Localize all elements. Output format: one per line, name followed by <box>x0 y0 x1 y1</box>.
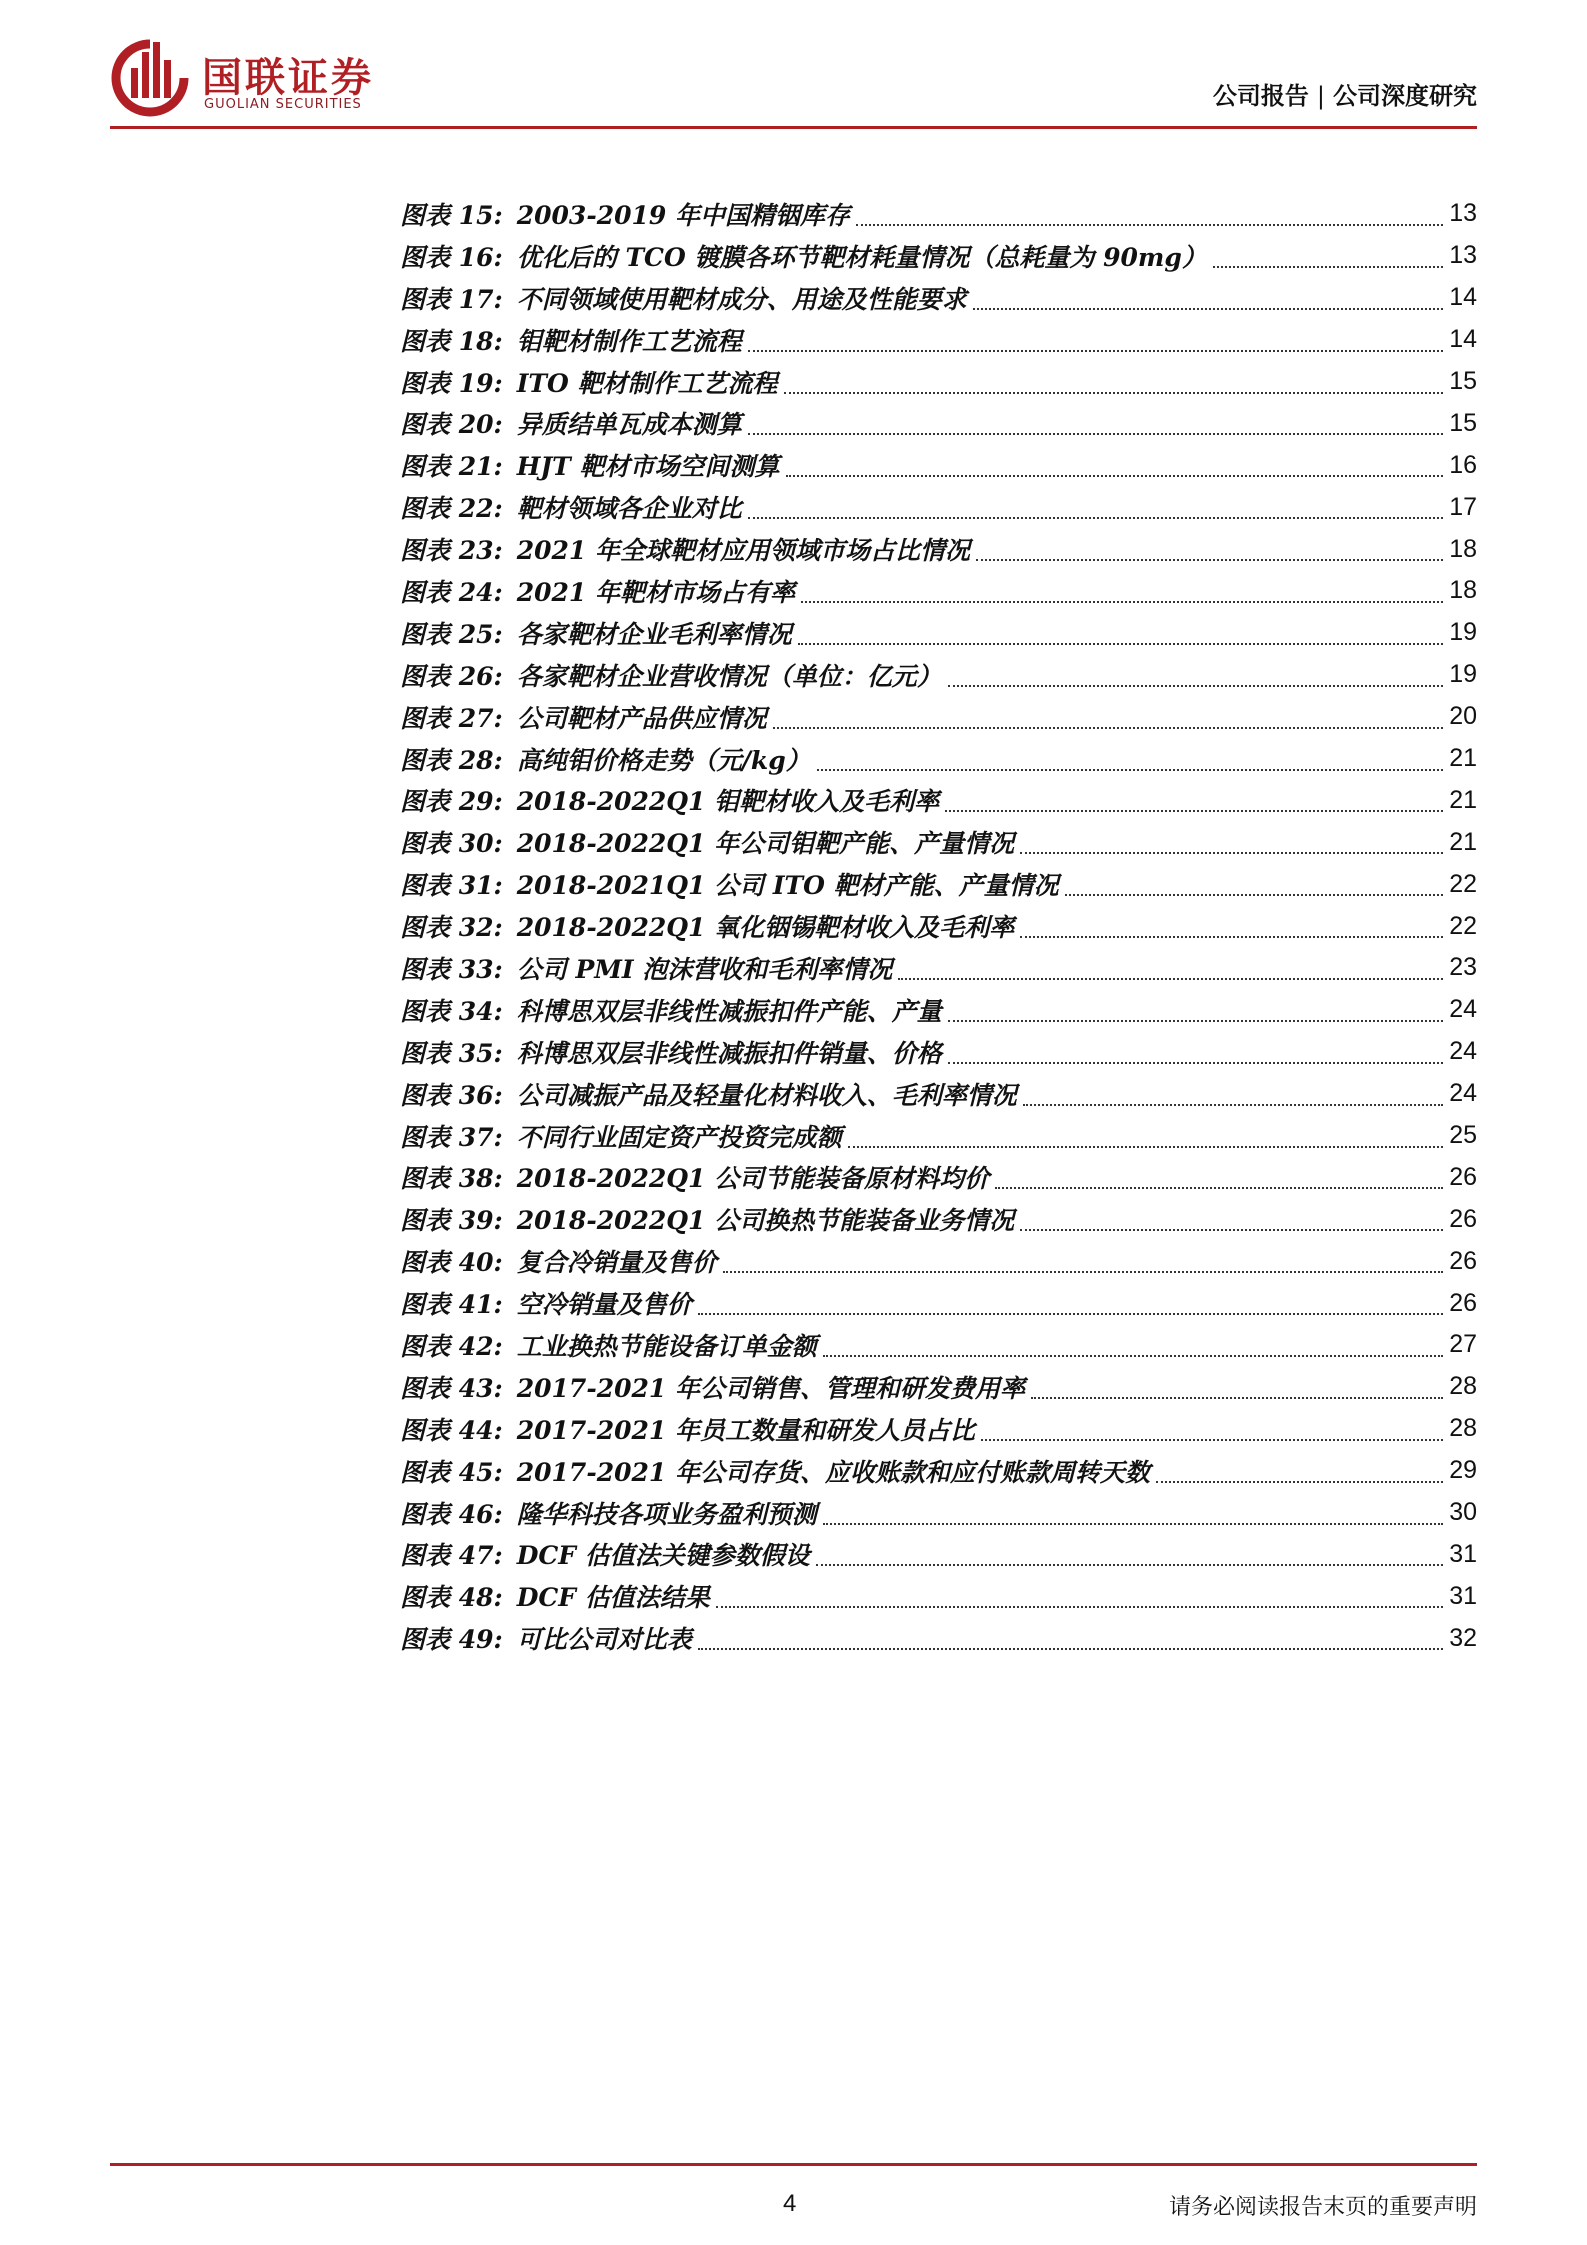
toc-entry-label: 图表 40: <box>400 1248 503 1278</box>
toc-entry-title[interactable]: 工业换热节能设备订单金额 <box>516 1331 817 1361</box>
toc-entry[interactable] <box>400 1282 1477 1324</box>
toc-page-number[interactable]: 14 <box>1449 283 1477 312</box>
toc-page-number[interactable]: 25 <box>1449 1121 1477 1150</box>
toc-entry-title[interactable]: 2003-2019 年中国精铟库存 <box>516 200 850 230</box>
toc-page-number[interactable]: 20 <box>1449 702 1477 731</box>
toc-entry-title[interactable]: 空冷销量及售价 <box>516 1290 692 1320</box>
figure-index-list <box>400 193 1477 1659</box>
toc-entry[interactable] <box>400 1115 1477 1157</box>
toc-entry-title[interactable]: 公司靶材产品供应情况 <box>516 703 767 733</box>
toc-entry[interactable] <box>400 528 1477 570</box>
toc-entry-label: 图表 39: <box>400 1206 503 1236</box>
toc-dot-leader <box>1156 1467 1443 1483</box>
toc-page-number[interactable]: 15 <box>1449 408 1477 437</box>
toc-entry-title[interactable]: 靶材领域各企业对比 <box>516 494 742 524</box>
toc-entry-title[interactable]: HJT 靶材市场空间测算 <box>516 452 780 482</box>
toc-dot-leader <box>1065 880 1444 896</box>
toc-entry-title[interactable]: DCF 估值法结果 <box>516 1583 710 1613</box>
company-logo <box>110 38 410 118</box>
page-number: 4 <box>783 2190 797 2217</box>
toc-page-number[interactable]: 21 <box>1449 785 1477 814</box>
toc-entry-label: 图表 21: <box>400 452 503 482</box>
toc-dot-leader <box>823 1341 1443 1357</box>
toc-entry[interactable] <box>400 654 1477 696</box>
toc-entry[interactable] <box>400 1073 1477 1115</box>
toc-dot-leader <box>1020 1215 1443 1231</box>
toc-page-number[interactable]: 28 <box>1449 1372 1477 1401</box>
report-category: 公司报告 <box>1212 82 1309 110</box>
toc-dot-leader <box>945 796 1443 812</box>
toc-dot-leader <box>948 1048 1443 1064</box>
toc-dot-leader <box>698 1299 1443 1315</box>
toc-dot-leader <box>716 1592 1443 1608</box>
toc-entry-title[interactable]: 2018-2022Q1 氧化铟锡靶材收入及毛利率 <box>516 913 1015 943</box>
toc-page-number[interactable]: 26 <box>1449 1246 1477 1275</box>
toc-page-number[interactable]: 29 <box>1449 1456 1477 1485</box>
toc-page-number[interactable]: 17 <box>1449 492 1477 521</box>
toc-entry[interactable] <box>400 779 1477 821</box>
toc-entry-label: 图表 46: <box>400 1499 503 1529</box>
toc-page-number[interactable]: 22 <box>1449 911 1477 940</box>
toc-entry[interactable] <box>400 1366 1477 1408</box>
toc-entry[interactable] <box>400 989 1477 1031</box>
toc-page-number[interactable]: 31 <box>1449 1539 1477 1568</box>
toc-dot-leader <box>1020 922 1443 938</box>
toc-entry[interactable] <box>400 1617 1477 1659</box>
toc-entry-label: 图表 34: <box>400 996 503 1026</box>
toc-dot-leader <box>786 461 1444 477</box>
header-separator: | <box>1316 82 1325 110</box>
toc-dot-leader <box>816 1550 1443 1566</box>
toc-dot-leader <box>1020 838 1443 854</box>
toc-entry-label: 图表 28: <box>400 745 503 775</box>
footer-divider <box>110 2163 1477 2166</box>
toc-page-number[interactable]: 24 <box>1449 995 1477 1024</box>
toc-entry[interactable] <box>400 1408 1477 1450</box>
toc-dot-leader <box>1213 252 1443 268</box>
toc-page-number[interactable]: 13 <box>1449 241 1477 270</box>
toc-dot-leader <box>823 1509 1443 1525</box>
toc-dot-leader <box>723 1257 1443 1273</box>
toc-page-number[interactable]: 14 <box>1449 325 1477 354</box>
header-divider <box>110 126 1477 129</box>
toc-dot-leader <box>976 545 1443 561</box>
toc-entry-label: 图表 38: <box>400 1164 503 1194</box>
toc-entry-title[interactable]: 各家靶材企业毛利率情况 <box>516 619 792 649</box>
toc-page-number[interactable]: 26 <box>1449 1162 1477 1191</box>
page-header <box>0 0 1587 130</box>
footer-disclaimer: 请务必阅读报告末页的重要声明 <box>1168 2195 1477 2220</box>
toc-entry[interactable] <box>400 821 1477 863</box>
toc-entry-title[interactable]: 2018-2022Q1 年公司钼靶产能、产量情况 <box>516 829 1015 859</box>
toc-entry-label: 图表 26: <box>400 661 503 691</box>
toc-page-number[interactable]: 24 <box>1449 1037 1477 1066</box>
toc-dot-leader <box>801 587 1443 603</box>
toc-entry-label: 图表 27: <box>400 703 503 733</box>
toc-entry-label: 图表 19: <box>400 368 503 398</box>
toc-entry-title[interactable]: 异质结单瓦成本测算 <box>516 410 742 440</box>
toc-entry[interactable] <box>400 1492 1477 1534</box>
toc-entry[interactable] <box>400 570 1477 612</box>
toc-page-number[interactable]: 28 <box>1449 1414 1477 1443</box>
toc-entry[interactable] <box>400 738 1477 780</box>
toc-entry-title[interactable]: 2018-2021Q1 公司 ITO 靶材产能、产量情况 <box>516 871 1059 901</box>
toc-entry-title[interactable]: 钼靶材制作工艺流程 <box>516 326 742 356</box>
toc-dot-leader <box>973 294 1443 310</box>
toc-entry-label: 图表 15: <box>400 200 503 230</box>
toc-entry-label: 图表 37: <box>400 1122 503 1152</box>
toc-entry-title[interactable]: 各家靶材企业营收情况（单位：亿元） <box>516 661 942 691</box>
toc-dot-leader <box>1031 1383 1443 1399</box>
logo-english-name: GUOLIAN SECURITIES <box>204 97 362 112</box>
toc-page-number[interactable]: 32 <box>1449 1623 1477 1652</box>
toc-entry-title[interactable]: DCF 估值法关键参数假设 <box>516 1541 810 1571</box>
toc-entry-title[interactable]: 2021 年靶材市场占有率 <box>516 577 796 607</box>
report-type-label <box>1213 76 1477 111</box>
toc-entry-label: 图表 24: <box>400 577 503 607</box>
toc-page-number[interactable]: 26 <box>1449 1204 1477 1233</box>
toc-entry-label: 图表 31: <box>400 871 503 901</box>
toc-entry-title[interactable]: 公司减振产品及轻量化材料收入、毛利率情况 <box>516 1080 1017 1110</box>
toc-page-number[interactable]: 22 <box>1449 869 1477 898</box>
toc-entry[interactable] <box>400 486 1477 528</box>
toc-entry-title[interactable]: 科博思双层非线性减振扣件产能、产量 <box>516 996 942 1026</box>
toc-entry[interactable] <box>400 1156 1477 1198</box>
toc-dot-leader <box>848 1132 1443 1148</box>
toc-entry-title[interactable]: 2018-2022Q1 钼靶材收入及毛利率 <box>516 787 940 817</box>
toc-entry-title[interactable]: 不同行业固定资产投资完成额 <box>516 1122 842 1152</box>
toc-entry-label: 图表 18: <box>400 326 503 356</box>
toc-entry-label: 图表 49: <box>400 1625 503 1655</box>
toc-page-number[interactable]: 31 <box>1449 1581 1477 1610</box>
toc-dot-leader <box>995 1173 1443 1189</box>
toc-page-number[interactable]: 21 <box>1449 744 1477 773</box>
toc-dot-leader <box>698 1634 1443 1650</box>
toc-page-number[interactable]: 18 <box>1449 534 1477 563</box>
toc-dot-leader <box>784 378 1444 394</box>
toc-dot-leader <box>898 964 1443 980</box>
toc-entry[interactable] <box>400 235 1477 277</box>
toc-entry-label: 图表 33: <box>400 954 503 984</box>
toc-entry-title[interactable]: 2017-2021 年公司存货、应收账款和应付账款周转天数 <box>516 1457 1150 1487</box>
toc-dot-leader <box>948 1006 1443 1022</box>
toc-entry-label: 图表 44: <box>400 1415 503 1445</box>
toc-dot-leader <box>798 629 1443 645</box>
toc-entry-title[interactable]: 2017-2021 年公司销售、管理和研发费用率 <box>516 1373 1025 1403</box>
toc-entry-label: 图表 22: <box>400 494 503 524</box>
toc-entry-title[interactable]: 优化后的 TCO 镀膜各环节靶材耗量情况（总耗量为 90mg） <box>516 242 1207 272</box>
toc-entry[interactable] <box>400 905 1477 947</box>
toc-entry[interactable] <box>400 1240 1477 1282</box>
toc-page-number[interactable]: 16 <box>1449 450 1477 479</box>
toc-dot-leader <box>981 1425 1443 1441</box>
toc-page-number[interactable]: 30 <box>1449 1498 1477 1527</box>
toc-dot-leader <box>948 671 1443 687</box>
toc-entry[interactable] <box>400 1031 1477 1073</box>
toc-page-number[interactable]: 21 <box>1449 827 1477 856</box>
toc-dot-leader <box>1023 1090 1443 1106</box>
toc-entry-label: 图表 17: <box>400 284 503 314</box>
toc-dot-leader <box>817 755 1444 771</box>
toc-entry-label: 图表 35: <box>400 1038 503 1068</box>
toc-entry-title[interactable]: 科博思双层非线性减振扣件销量、价格 <box>516 1038 942 1068</box>
toc-dot-leader <box>773 713 1443 729</box>
toc-page-number[interactable]: 15 <box>1449 367 1477 395</box>
toc-entry-label: 图表 48: <box>400 1583 503 1613</box>
toc-entry[interactable] <box>400 361 1477 403</box>
report-subtype: 公司深度研究 <box>1333 82 1477 110</box>
toc-entry-title[interactable]: 可比公司对比表 <box>516 1625 692 1655</box>
toc-entry[interactable] <box>400 947 1477 989</box>
toc-entry-label: 图表 16: <box>400 242 503 272</box>
toc-entry-title[interactable]: 不同领域使用靶材成分、用途及性能要求 <box>516 284 967 314</box>
toc-page-number[interactable]: 23 <box>1449 953 1477 982</box>
toc-dot-leader <box>856 210 1443 226</box>
toc-entry-label: 图表 30: <box>400 829 503 859</box>
toc-entry-label: 图表 47: <box>400 1541 503 1571</box>
toc-entry[interactable] <box>400 1198 1477 1240</box>
toc-entry[interactable] <box>400 1450 1477 1492</box>
toc-page-number[interactable]: 27 <box>1449 1330 1477 1359</box>
toc-dot-leader <box>748 503 1443 519</box>
toc-page-number[interactable]: 19 <box>1449 618 1477 647</box>
toc-entry-title[interactable]: 公司 PMI 泡沫营收和毛利率情况 <box>516 954 893 984</box>
toc-entry-label: 图表 20: <box>400 410 503 440</box>
toc-page-number[interactable]: 19 <box>1449 660 1477 689</box>
toc-entry-title[interactable]: 2018-2022Q1 公司节能装备原材料均价 <box>516 1164 990 1194</box>
toc-entry-label: 图表 43: <box>400 1373 503 1403</box>
toc-page-number[interactable]: 13 <box>1449 199 1477 228</box>
toc-entry[interactable] <box>400 444 1477 486</box>
toc-entry[interactable] <box>400 277 1477 319</box>
toc-entry-title[interactable]: 隆华科技各项业务盈利预测 <box>516 1499 817 1529</box>
toc-entry-label: 图表 36: <box>400 1080 503 1110</box>
toc-entry-label: 图表 23: <box>400 536 503 566</box>
toc-entry-title[interactable]: 2021 年全球靶材应用领域市场占比情况 <box>516 536 971 566</box>
toc-page-number[interactable]: 18 <box>1449 576 1477 605</box>
toc-entry[interactable] <box>400 612 1477 654</box>
toc-entry-label: 图表 29: <box>400 787 503 817</box>
toc-entry-label: 图表 45: <box>400 1457 503 1487</box>
toc-entry[interactable] <box>400 319 1477 361</box>
toc-entry[interactable] <box>400 1575 1477 1617</box>
toc-entry[interactable] <box>400 402 1477 444</box>
toc-entry[interactable] <box>400 863 1477 905</box>
toc-entry[interactable] <box>400 696 1477 738</box>
toc-page-number[interactable]: 26 <box>1449 1288 1477 1317</box>
toc-dot-leader <box>748 419 1443 435</box>
toc-entry-label: 图表 32: <box>400 913 503 943</box>
toc-page-number[interactable]: 24 <box>1449 1079 1477 1108</box>
logo-chinese-name: 国联证券 <box>202 55 374 101</box>
toc-entry[interactable] <box>400 1534 1477 1576</box>
toc-dot-leader <box>748 336 1443 352</box>
toc-entry[interactable] <box>400 1324 1477 1366</box>
guolian-logo-icon <box>110 38 190 118</box>
toc-entry-label: 图表 41: <box>400 1290 503 1320</box>
toc-entry-label: 图表 42: <box>400 1331 503 1361</box>
toc-entry-label: 图表 25: <box>400 619 503 649</box>
toc-entry[interactable] <box>400 193 1477 235</box>
toc-entry-title[interactable]: 高纯钼价格走势（元/kg） <box>516 745 811 775</box>
toc-entry-title[interactable]: 2017-2021 年员工数量和研发人员占比 <box>516 1415 975 1445</box>
toc-entry-title[interactable]: 复合冷销量及售价 <box>516 1248 717 1278</box>
toc-entry-title[interactable]: ITO 靶材制作工艺流程 <box>516 368 778 398</box>
toc-entry-title[interactable]: 2018-2022Q1 公司换热节能装备业务情况 <box>516 1206 1015 1236</box>
